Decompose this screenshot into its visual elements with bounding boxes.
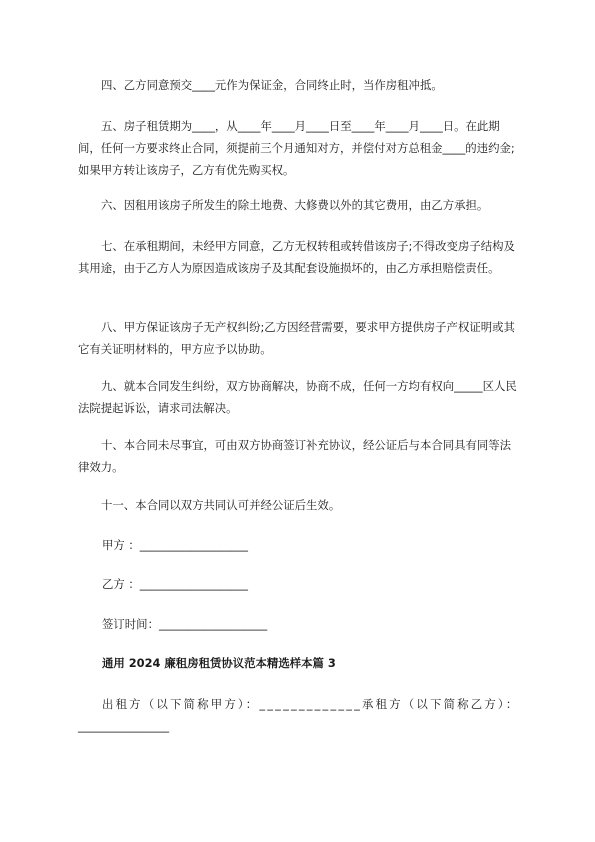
clause-6: 六、因租用该房子所发生的除土地费、大修费以外的其它费用，由乙方承担。 xyxy=(101,198,489,212)
section-heading: 通用 2024 廉租房租赁协议范本精选样本篇 3 xyxy=(102,656,336,670)
clause-10: 十、本合同未尽事宜，可由双方协商签订补充协议，经公证后与本合同具有同等法律效力。 xyxy=(78,438,512,474)
clause-4: 四、乙方同意预交____元作为保证金，合同终止时，当作房租冲抵。 xyxy=(101,78,443,92)
clause-9: 九、就本合同发生纠纷，双方协商解决，协商不成，任何一方均有权向_____区人民法院提起诉讼，请求司法解决。 xyxy=(78,379,517,415)
clause-7: 七、在承租期间，未经甲方同意，乙方无权转租或转借该房子;不得改变房子结构及其用途，由于乙方人为原因造成该房子及其配套设施损坏的，由乙方承担赔偿责任。 xyxy=(78,239,515,275)
clause-11: 十一、本合同以双方共同认可并经公证后生效。 xyxy=(101,498,341,512)
party-a-signature-line: 甲方 ：___________________ xyxy=(102,538,249,552)
lessor-lessee-line: 出租方（以下简称甲方）：_____________承租方（以下简称乙方）： xyxy=(102,697,520,711)
clause-5: 五、房子租赁期为____，从____年____月____日至____年____月____日。在此期间，任何一方要求终止合同，须提前三个月通知对方，并偿付对方总租金____的违约金;如果甲方转让该房子，乙方有优先购买权。 xyxy=(78,119,515,177)
party-b-signature-line: 乙方 ：___________________ xyxy=(102,577,249,591)
clause-8: 八、甲方保证该房子无产权纠纷;乙方因经营需要，要求甲方提供房子产权证明或其它有关证明材料的，甲方应予以协助。 xyxy=(78,320,515,356)
trailing-blank-line: ________________ xyxy=(78,719,170,733)
sign-date-line: 签订时间：___________________ xyxy=(102,617,268,631)
